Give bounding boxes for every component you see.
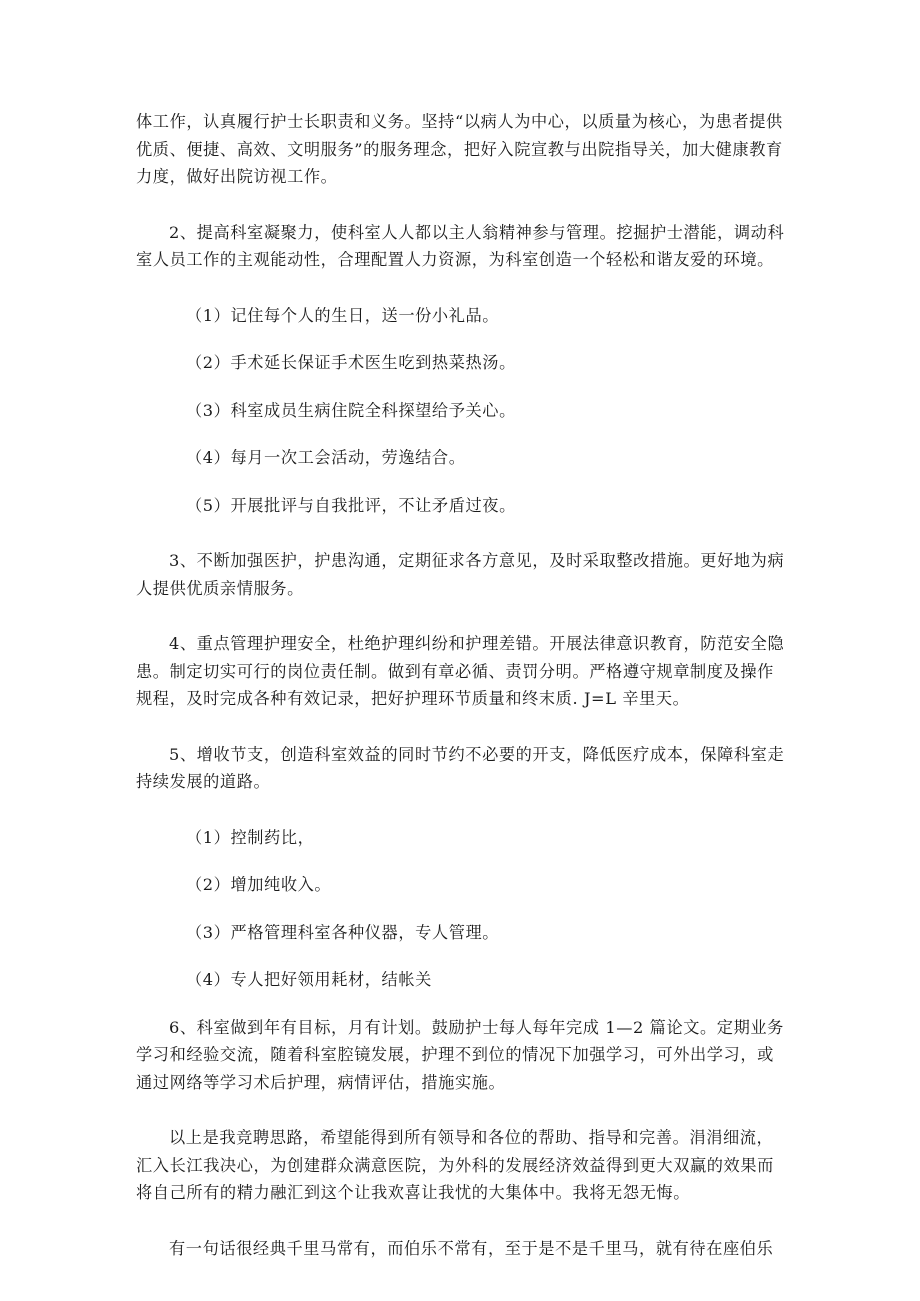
- paragraph-item-2: 2、提高科室凝聚力，使科室人人都以主人翁精神参与管理。挖掘护士潜能，调动科室人员工作的主观能动性，合理配置人力资源，为科室创造一个轻松和谐友爱的环境。: [136, 222, 785, 269]
- sub-item-2-2: （2）手术延长保证手术医生吃到热菜热汤。: [186, 353, 516, 372]
- paragraph-item-4: 4、重点管理护理安全，杜绝护理纠纷和护理差错。开展法律意识教育，防范安全隐患。制定切实可行的岗位责任制。做到有章必循、责罚分明。严格遵守规章制度及操作规程，及时完成各种有效记录，把好护理环节质量和终末质. J=L 辛里天。: [136, 634, 785, 708]
- sub-item-5-2: （2）增加纯收入。: [186, 875, 332, 894]
- sub-item-2-4: （4）每月一次工会活动，劳逸结合。: [186, 448, 466, 467]
- document-body: [136, 108, 786, 1262]
- paragraph-item-6: 6、科室做到年有目标，月有计划。鼓励护士每人每年完成 1—2 篇论文。定期业务学习和经验交流，随着科室腔镜发展，护理不到位的情况下加强学习，可外出学习，或通过网络等学习术后护理，病情评估，措施实施。: [136, 1017, 784, 1092]
- sub-item-2-3: （3）科室成员生病住院全科探望给予关心。: [186, 400, 516, 420]
- paragraph-conclusion: 以上是我竞聘思路，希望能得到所有领导和各位的帮助、指导和完善。涓涓细流，汇入长江我决心，为创建群众满意医院，为外科的发展经济效益得到更大双赢的效果而将自己所有的精力融汇到这个让我欢喜让我忧的大集体中。我将无怨无悔。: [136, 1128, 774, 1202]
- sub-item-2-5: （5）开展批评与自我批评，不让矛盾过夜。: [186, 495, 516, 515]
- sub-item-2-1: （1）记住每个人的生日，送一份小礼品。: [186, 305, 500, 325]
- sub-item-5-1: （1）控制药比，: [186, 827, 315, 847]
- sub-item-5-4: （4）专人把好领用耗材，结帐关: [186, 970, 432, 989]
- sub-item-5-3: （3）严格管理科室各种仪器，专人管理。: [186, 922, 500, 942]
- paragraph-item-3: 3、不断加强医护，护患沟通，定期征求各方意见，及时采取整改措施。更好地为病人提供优质亲情服务。: [136, 551, 785, 598]
- paragraph-item-5: 5、增收节支，创造科室效益的同时节约不必要的开支，降低医疗成本，保障科室走持续发展的道路。: [136, 744, 785, 791]
- paragraph-intro: 体工作，认真履行护士长职责和义务。坚持“以病人为中心，以质量为核心，为患者提供优质、便捷、高效、文明服务”的服务理念，把好入院宣教与出院指导关，加大健康教育力度，做好出院访视工作。: [136, 112, 783, 186]
- paragraph-closing: 有一句话很经典千里马常有，而伯乐不常有，至于是不是千里马，就有待在座伯乐: [169, 1238, 774, 1258]
